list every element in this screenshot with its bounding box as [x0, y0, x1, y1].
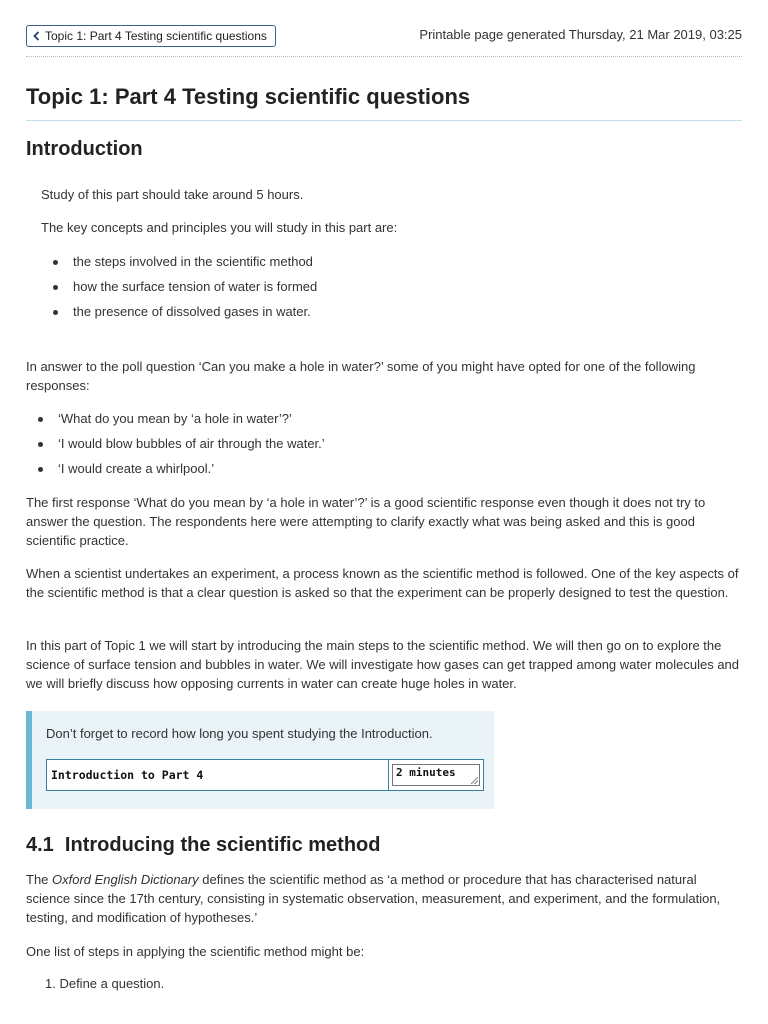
responses-list	[38, 409, 325, 478]
study-time-text: Study of this part should take around 5 hours.	[41, 187, 304, 202]
list-item: the steps involved in the scientific method	[53, 252, 317, 271]
list-item: ‘What do you mean by ‘a hole in water’?’	[38, 409, 325, 428]
page-title: Topic 1: Part 4 Testing scientific questions	[26, 84, 471, 109]
list-item: the presence of dissolved gases in water.	[53, 302, 317, 321]
time-spent-input[interactable]: 2 minutes	[392, 764, 480, 786]
steps-list	[45, 974, 164, 993]
back-button-label: Topic 1: Part 4 Testing scientific questions	[45, 29, 267, 43]
time-record-cell	[389, 760, 483, 790]
time-record-table	[46, 759, 484, 791]
callout-text: Don’t forget to record how long you spent studying the Introduction.	[46, 726, 433, 741]
printed-timestamp: Printable page generated Thursday, 21 Mar 2019, 03:25	[419, 27, 742, 42]
first-response-paragraph: The first response ‘What do you mean by ‘a hole in water’?’ is a good scientific response even though it does not try to answer the question. The respondents here were attempting to clarify exactly what was being asked and this is good scientific practice.	[26, 495, 706, 548]
chevron-left-icon	[33, 31, 40, 41]
top-bar	[26, 24, 742, 57]
oed-prefix: The	[26, 872, 53, 887]
title-divider	[26, 120, 742, 121]
oed-rest: defines the scientific method as ‘a method or procedure that has characterised natural science since the 17th century, consisting in systematic observation, measurement, and experiment, and the formulation, testing, and modification of hypotheses.’	[26, 872, 721, 925]
concepts-intro: The key concepts and principles you will study in this part are:	[41, 220, 398, 235]
steps-intro: One list of steps in applying the scientific method might be:	[26, 944, 365, 959]
poll-intro-paragraph: In answer to the poll question ‘Can you make a hole in water?’ some of you might have opted for one of the following responses:	[26, 359, 696, 393]
list-item: how the surface tension of water is formed	[53, 277, 317, 296]
list-item: ‘I would blow bubbles of air through the water.’	[38, 434, 325, 453]
concepts-list	[53, 252, 317, 321]
back-to-topic-button[interactable]	[26, 25, 276, 47]
study-time-callout	[26, 711, 494, 809]
oed-title: Oxford English Dictionary	[52, 872, 199, 887]
section-4-1-heading: 4.1 Introducing the scientific method	[26, 834, 381, 856]
scientific-method-paragraph: When a scientist undertakes an experiment, a process known as the scientific method is followed. One of the key aspects of the scientific method is that a clear question is asked so that the experiment can be properly designed to test the question.	[26, 566, 739, 600]
list-item: 1. Define a question.	[45, 976, 165, 991]
introduction-heading: Introduction	[26, 138, 143, 160]
part-overview-paragraph: In this part of Topic 1 we will start by introducing the main steps to the scientific method. We will then go on to explore the science of surface tension and bubbles in water. We will investigate how gases can get trapped among water molecules and we will briefly discuss how opposing currents in water can create huge holes in water.	[26, 638, 740, 691]
time-record-label: Introduction to Part 4	[47, 760, 389, 790]
oed-definition-paragraph	[26, 870, 742, 927]
list-item: ‘I would create a whirlpool.’	[38, 459, 325, 478]
